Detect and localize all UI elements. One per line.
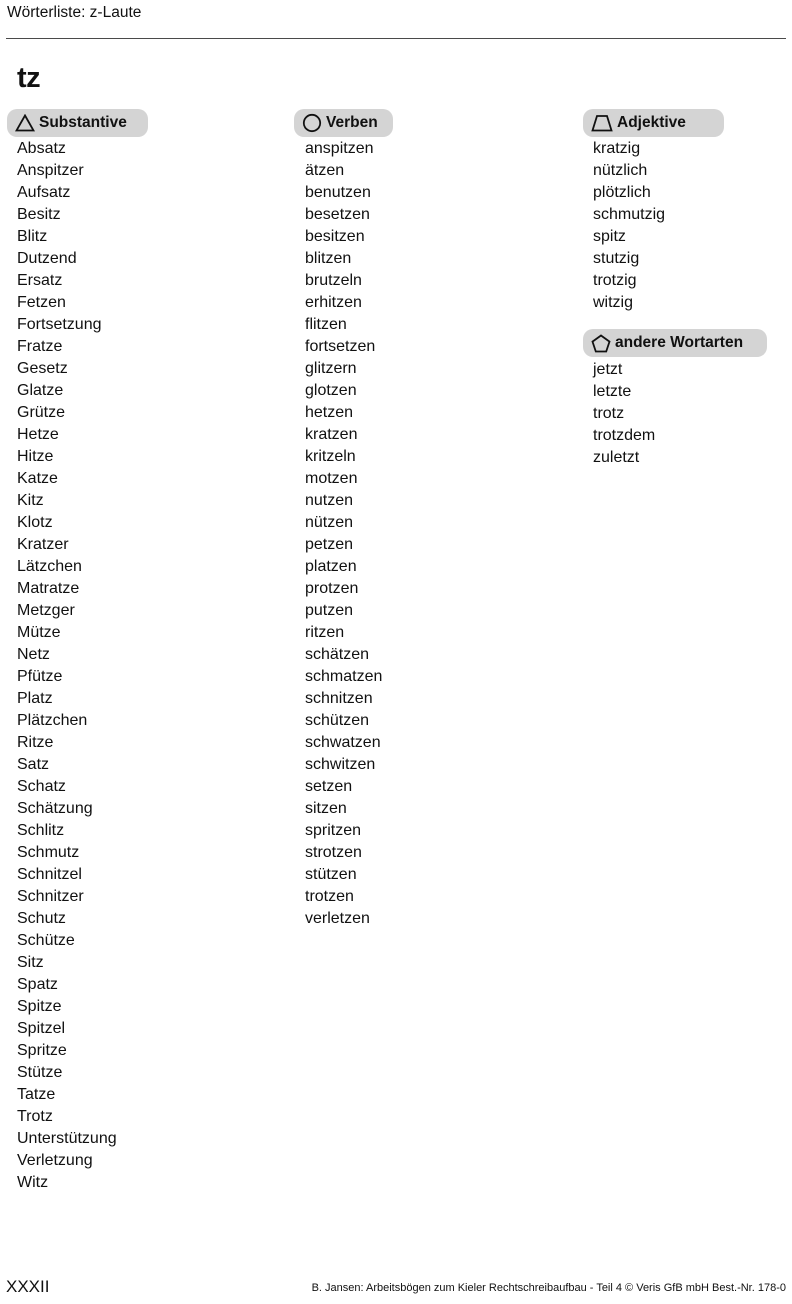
list-item: Anspitzer: [17, 162, 84, 179]
list-item: Trotz: [17, 1108, 53, 1125]
list-item: trotzen: [305, 888, 354, 905]
section-title: tz: [17, 62, 41, 94]
list-item: Fratze: [17, 338, 63, 355]
list-item: Schatz: [17, 778, 66, 795]
list-item: Hitze: [17, 448, 54, 465]
category-label-verben: Verben: [326, 114, 378, 131]
list-item: Schmutz: [17, 844, 80, 861]
list-item: plötzlich: [593, 184, 651, 201]
list-item: strotzen: [305, 844, 362, 861]
list-item: anspitzen: [305, 140, 374, 157]
list-item: platzen: [305, 558, 357, 575]
list-item: protzen: [305, 580, 359, 597]
list-item: glotzen: [305, 382, 357, 399]
list-item: trotzig: [593, 272, 637, 289]
list-item: Ritze: [17, 734, 54, 751]
list-item: flitzen: [305, 316, 347, 333]
list-item: ätzen: [305, 162, 345, 179]
list-item: Witz: [17, 1174, 49, 1191]
list-item: kritzeln: [305, 448, 356, 465]
category-badge-verben: [294, 109, 393, 137]
category-label-adjektive: Adjektive: [617, 114, 686, 131]
list-item: Plätzchen: [17, 712, 88, 729]
list-item: Unterstützung: [17, 1130, 117, 1147]
list-item: schützen: [305, 712, 370, 729]
circle-icon: [302, 113, 322, 133]
list-item: jetzt: [593, 361, 623, 378]
list-item: nützen: [305, 514, 354, 531]
list-item: Besitz: [17, 206, 61, 223]
list-item: spritzen: [305, 822, 362, 839]
list-item: Tatze: [17, 1086, 56, 1103]
list-item: schmutzig: [593, 206, 666, 223]
category-badge-andere-wortarten: [583, 329, 767, 357]
list-item: Lätzchen: [17, 558, 82, 575]
list-item: trotzdem: [593, 427, 656, 444]
list-item: blitzen: [305, 250, 352, 267]
word-list-substantive: [17, 138, 117, 1194]
list-item: ritzen: [305, 624, 345, 641]
list-item: Spatz: [17, 976, 58, 993]
category-badge-adjektive: [583, 109, 724, 137]
list-item: nützlich: [593, 162, 648, 179]
list-item: glitzern: [305, 360, 357, 377]
list-item: Fortsetzung: [17, 316, 102, 333]
list-item: schwatzen: [305, 734, 381, 751]
list-item: Katze: [17, 470, 58, 487]
list-item: spitz: [593, 228, 626, 245]
list-item: schnitzen: [305, 690, 373, 707]
list-item: erhitzen: [305, 294, 362, 311]
list-item: Glatze: [17, 382, 64, 399]
list-item: Ersatz: [17, 272, 63, 289]
list-item: Stütze: [17, 1064, 63, 1081]
list-item: setzen: [305, 778, 353, 795]
list-item: Schütze: [17, 932, 75, 949]
category-label-andere-wortarten: andere Wortarten: [615, 334, 744, 351]
list-item: letzte: [593, 383, 632, 400]
list-item: sitzen: [305, 800, 347, 817]
list-item: stützen: [305, 866, 357, 883]
triangle-icon: [15, 114, 35, 132]
trapezoid-icon: [591, 114, 613, 132]
list-item: Kitz: [17, 492, 44, 509]
list-item: Sitz: [17, 954, 44, 971]
list-item: besitzen: [305, 228, 365, 245]
word-list-verben: [305, 138, 382, 930]
list-item: Schutz: [17, 910, 66, 927]
category-label-substantive: Substantive: [39, 114, 127, 131]
list-item: Fetzen: [17, 294, 66, 311]
list-item: schwitzen: [305, 756, 376, 773]
list-item: Platz: [17, 690, 53, 707]
list-item: Mütze: [17, 624, 61, 641]
list-item: schmatzen: [305, 668, 383, 685]
list-item: schätzen: [305, 646, 370, 663]
list-item: besetzen: [305, 206, 370, 223]
category-badge-substantive: [7, 109, 148, 137]
list-item: Matratze: [17, 580, 80, 597]
list-item: Spitze: [17, 998, 62, 1015]
word-list-adjektive: [593, 138, 665, 314]
list-item: Dutzend: [17, 250, 77, 267]
list-item: Hetze: [17, 426, 59, 443]
list-item: Grütze: [17, 404, 66, 421]
list-item: Schnitzer: [17, 888, 84, 905]
list-item: Kratzer: [17, 536, 69, 553]
list-item: Absatz: [17, 140, 66, 157]
list-item: zuletzt: [593, 449, 640, 466]
list-item: Netz: [17, 646, 50, 663]
list-item: Satz: [17, 756, 50, 773]
list-item: Pfütze: [17, 668, 63, 685]
list-item: nutzen: [305, 492, 354, 509]
list-item: Schlitz: [17, 822, 65, 839]
list-item: petzen: [305, 536, 354, 553]
list-item: trotz: [593, 405, 625, 422]
footer-credit: B. Jansen: Arbeitsbögen zum Kieler Rechtschreibaufbau - Teil 4 © Veris GfB mbH Best.-Nr. 178-0: [311, 1282, 786, 1294]
list-item: Aufsatz: [17, 184, 71, 201]
list-item: Verletzung: [17, 1152, 93, 1169]
page-number: XXXII: [6, 1277, 50, 1296]
list-item: stutzig: [593, 250, 640, 267]
list-item: fortsetzen: [305, 338, 376, 355]
list-item: Spritze: [17, 1042, 67, 1059]
list-item: benutzen: [305, 184, 371, 201]
page-header-title: Wörterliste: z-Laute: [7, 4, 142, 21]
list-item: Gesetz: [17, 360, 68, 377]
list-item: witzig: [593, 294, 634, 311]
list-item: Klotz: [17, 514, 53, 531]
list-item: brutzeln: [305, 272, 362, 289]
list-item: verletzen: [305, 910, 370, 927]
list-item: hetzen: [305, 404, 354, 421]
list-item: Blitz: [17, 228, 48, 245]
list-item: putzen: [305, 602, 354, 619]
list-item: Schätzung: [17, 800, 93, 817]
word-list-andere-wortarten: [593, 359, 655, 469]
list-item: Spitzel: [17, 1020, 66, 1037]
list-item: kratzig: [593, 140, 641, 157]
list-item: Schnitzel: [17, 866, 82, 883]
list-item: kratzen: [305, 426, 358, 443]
list-item: motzen: [305, 470, 358, 487]
pentagon-icon: [591, 334, 611, 353]
header-divider: [6, 38, 786, 39]
list-item: Metzger: [17, 602, 75, 619]
